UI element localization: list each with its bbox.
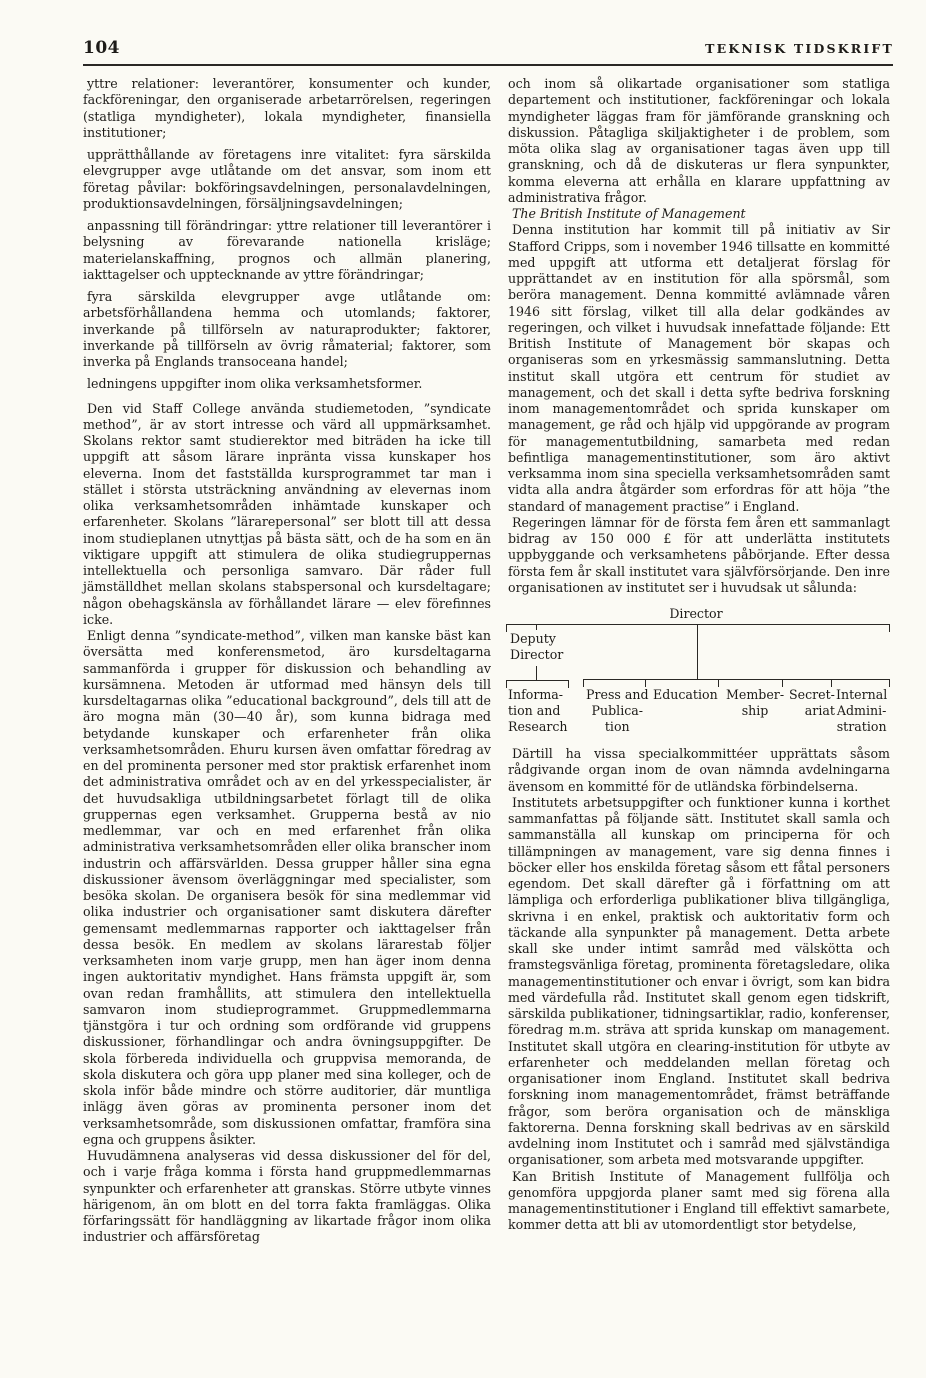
org-line bbox=[568, 680, 569, 688]
org-line bbox=[889, 679, 890, 687]
org-node-internal-administration: Internal Admini- stration bbox=[836, 687, 888, 734]
running-head: TEKNISK TIDSKRIFT bbox=[705, 41, 894, 56]
paragraph: Därtill ha vissa specialkommittéer upprättats såsom rådgivande organ inom de ovan nämnda avdelningarna ävensom en kommitté för de utländska förbindelserna. bbox=[508, 746, 890, 794]
org-line bbox=[506, 624, 890, 625]
org-node-education: Education bbox=[653, 687, 718, 702]
paragraph: Den vid Staff College använda studiemetoden, ”syndicate method”, är av stort intresse och värd all uppmärksamhet. Skolans rektor samt studierektor med biträden ha icke till uppgift att såsom lärare inpränta vissa kunskaper hos eleverna. Inom det fastställda kursprogrammet tar man i stället i största utsträckning användning av elevernas inom olika verksamhetsområden inhämtade kunskaper och erfarenheter. Skolans ”lärarepersonal” ser blott till att dessa inom studieplanen utnyttjas på bästa sätt, och de ha som en än viktigare uppgift att stimulera de olika studiegruppernas intellektuella och personliga samvaro. Där råder full jämställdhet mellan skolans stabspersonal och kursdeltagare; någon obehagskänsla av förhållandet lärare — elev förefinnes icke. bbox=[83, 400, 491, 627]
header-rule bbox=[83, 64, 893, 66]
org-line bbox=[506, 624, 507, 632]
org-line bbox=[583, 679, 890, 680]
org-node-deputy-director: Deputy Director bbox=[510, 631, 564, 662]
list-item: upprätthållande av företagens inre vitalitet: fyra särskilda elevgrupper avge utlåtande om det ansvar, som inom ett företag påvilar: bokföringsavdelningen, personalavdelningen, produktionsavdelningen, försäljningsavdelningen; bbox=[83, 147, 491, 211]
org-line bbox=[583, 679, 584, 687]
right-column bbox=[508, 76, 890, 1234]
list-item: fyra särskilda elevgrupper avge utlåtande om: arbetsförhållandena hemma och utomlands; faktorer, inverkande på tillförseln av naturaprodukter; faktorer, inverkande på tillförseln av övrig råmaterial; faktorer, som inverka på Englands transoceana handel; bbox=[83, 289, 491, 369]
org-node-information-research: Informa- tion and Research bbox=[508, 687, 568, 734]
org-line bbox=[782, 679, 783, 687]
paragraph: Denna institution har kommit till på initiativ av Sir Stafford Cripps, som i november 1946 tillsatte en kommitté med uppgift att utforma ett detaljerat förslag för upprättandet av en institution för alla spörsmål, som beröra management. Denna kommitté avlämnade våren 1946 sitt förslag, vilket till alla delar godkändes av regeringen, och vilket i huvudsak innefattade följande: Ett British Institute of Management bör skapas och organiseras som en yrkesmässig sammanslutning. Detta institut skall utgöra ett centrum för studiet av management, och det skall i detta syfte bedriva forskning inom managementområdet och sprida kunskaper om management, ge råd och hjälp vid uppgörande av program för managementutbildning, samarbeta med redan befintliga managementinstitutioner, som äro aktivt verksamma inom sina speciella verksamhetsområden samt vidta alla andra åtgärder som erfordras för att höja ”the standard of management practise” i England. bbox=[508, 222, 890, 514]
org-line bbox=[536, 666, 537, 680]
org-line bbox=[536, 624, 537, 630]
paragraph-continuation: och inom så olikartade organisationer som statliga departement och institutioner, fackföreningar och lokala myndigheter läggas fram för jämförande granskning och diskussion. Påtagliga skiljaktigheter i de problem, som möta olika slag av organisationer tagas även upp till granskning, och då de diskuteras ur flera synpunkter, komma eleverna att erhålla en klarare uppfattning av administrativa frågor. bbox=[508, 76, 890, 205]
org-line bbox=[506, 680, 569, 681]
list-item: yttre relationer: leverantörer, konsumenter och kunder, fackföreningar, den organiserade arbetarrörelsen, regeringen (statliga myndigheter), lokala myndigheter, finansiella institutioner; bbox=[83, 76, 491, 140]
paragraph: Huvudämnena analyseras vid dessa diskussioner del för del, och i varje fråga komma i första hand gruppmedlemmarnas synpunkter och erfarenheter att granskas. Större utbyte vinnes härigenom, än om blott en del torra fakta framläggas. Olika förfaringssätt för handläggning av likartade frågor inom olika industrier och affärsföretag bbox=[83, 1148, 491, 1245]
org-node-secretariat: Secret- ariat bbox=[789, 687, 835, 718]
org-line bbox=[697, 624, 698, 679]
left-column bbox=[83, 76, 491, 1246]
org-line bbox=[718, 679, 719, 687]
org-node-director: Director bbox=[669, 606, 723, 621]
list-item: ledningens uppgifter inom olika verksamhetsformer. bbox=[87, 376, 423, 392]
paragraph: Regeringen lämnar för de första fem åren ett sammanlagt bidrag av 150 000 £ för att underlätta institutets uppbyggande och verksamhetens påbörjande. Efter dessa första fem år skall institutet vara självförsörjande. Den inre organisationen av institutet ser i huvudsak ut sålunda: bbox=[508, 514, 890, 595]
org-line bbox=[645, 679, 646, 687]
paragraph: Kan British Institute of Management fullfölja och genomföra uppgjorda planer samt med sig förena alla managementinstitutioner i England till effektivt samarbete, kommer detta att bli av utomordentligt stor betydelse, bbox=[508, 1168, 890, 1233]
page-number: 104 bbox=[83, 38, 120, 58]
org-line bbox=[889, 624, 890, 632]
org-node-press-publication: Press and Publica- tion bbox=[586, 687, 649, 734]
org-chart bbox=[506, 606, 890, 734]
list-item: anpassning till förändringar: yttre relationer till leverantörer i belysning av förevarande nationella krisläge; materielanskaffning, prognos och allmän planering, iakttagelser och upptecknande av yttre förändringar; bbox=[83, 218, 491, 282]
org-node-membership: Member- ship bbox=[726, 687, 785, 718]
paragraph: Institutets arbetsuppgifter och funktioner kunna i korthet sammanfattas på följande sätt. Institutet skall samla och sammanställa all kunskap om principerna för och tillämpningen av management, vare sig denna finnes i böcker eller hos enskilda företag såsom ett fåtal personers egendom. Det skall därefter gå i författning om att lämpliga och erforderliga publikationer bliva tillgängliga, skrivna i en enkel, praktisk och auktoritativ form och täckande alla synpunkter på management. Detta arbete skall ske under intimt samråd med välskötta och framstegsvänliga företag, prominenta företagsledare, olika managementinstitutioner och envar i övrigt, som kan bidra med värdefulla råd. Institutet skall genom egen tidskrift, särskilda publikationer, tidningsartiklar, radio, konferenser, föredrag m.m. sträva att sprida kunskap om management. Institutet skall utgöra en clearing-institution för utbyte av erfarenheter och meddelanden mellan företag och organisationer inom England. Institutet skall bedriva forskning inom managementområdet, främst beträffande frågor, som beröra organisation och de mänskliga faktorerna. Denna forskning skall bedrivas av en särskild avdelning inom Institutet och i samråd med självständiga organisationer, som arbeta med motsvarande uppgifter. bbox=[508, 794, 890, 1168]
paragraph: Enligt denna ”syndicate-method”, vilken man kanske bäst kan översätta med konferensmetod, äro kursdeltagarna sammanförda i grupper för diskussion och behandling av kursämnena. Metoden är utformad med hänsyn dels till kursdeltagarnas olika ”educational background”, dels till att de äro mogna män (30—40 år), som kunna bidraga med betydande kunskaper och erfarenheter från olika verksamhetsområden. Ehuru kursen även omfattar föredrag av en del prominenta personer med stor praktisk erfarenhet inom det administrativa området och av en del yrkesspecialister, är det huvudsakliga utbildningsarbetet förlagt till de olika gruppernas egen verksamhet. Grupperna bestå av nio medlemmar, var och en med erfarenhet från olika administrativa verksamhetsområden eller olika branscher inom industrin och affärsvärlden. Dessa grupper håller sina egna diskussioner ävensom överläggningar med specialister, som besöka skolan. De organisera besök för sina medlemmar vid olika industrier och organisationer samt diskutera därefter gemensamt medlemmarnas rapporter och iakttagelser från dessa besök. En medlem av skolans lärarestab följer verksamheten inom varje grupp, men han äger inom denna ingen auktoritativ myndighet. Hans främsta uppgift är, som ovan redan framhållits, att stimulera den intellektuella samvaron inom studieprogrammet. Gruppmedlemmarna tjänstgöra i tur och ordning som ordförande vid gruppens diskussioner, förhandlingar och andra övningsuppgifter. De skola förbereda individuella och gruppvisa memoranda, de skola diskutera och göra upp planer med sina kolleger, och de skola inför både mindre och större auditorier, där muntliga inlägg även göras av prominenta personer inom det verksamhetsområde, som diskussionen omfattar, framföra sina egna och gruppens åsikter. bbox=[83, 628, 491, 1147]
org-line bbox=[831, 679, 832, 687]
section-heading: The British Institute of Management bbox=[512, 206, 746, 221]
org-line bbox=[506, 680, 507, 688]
